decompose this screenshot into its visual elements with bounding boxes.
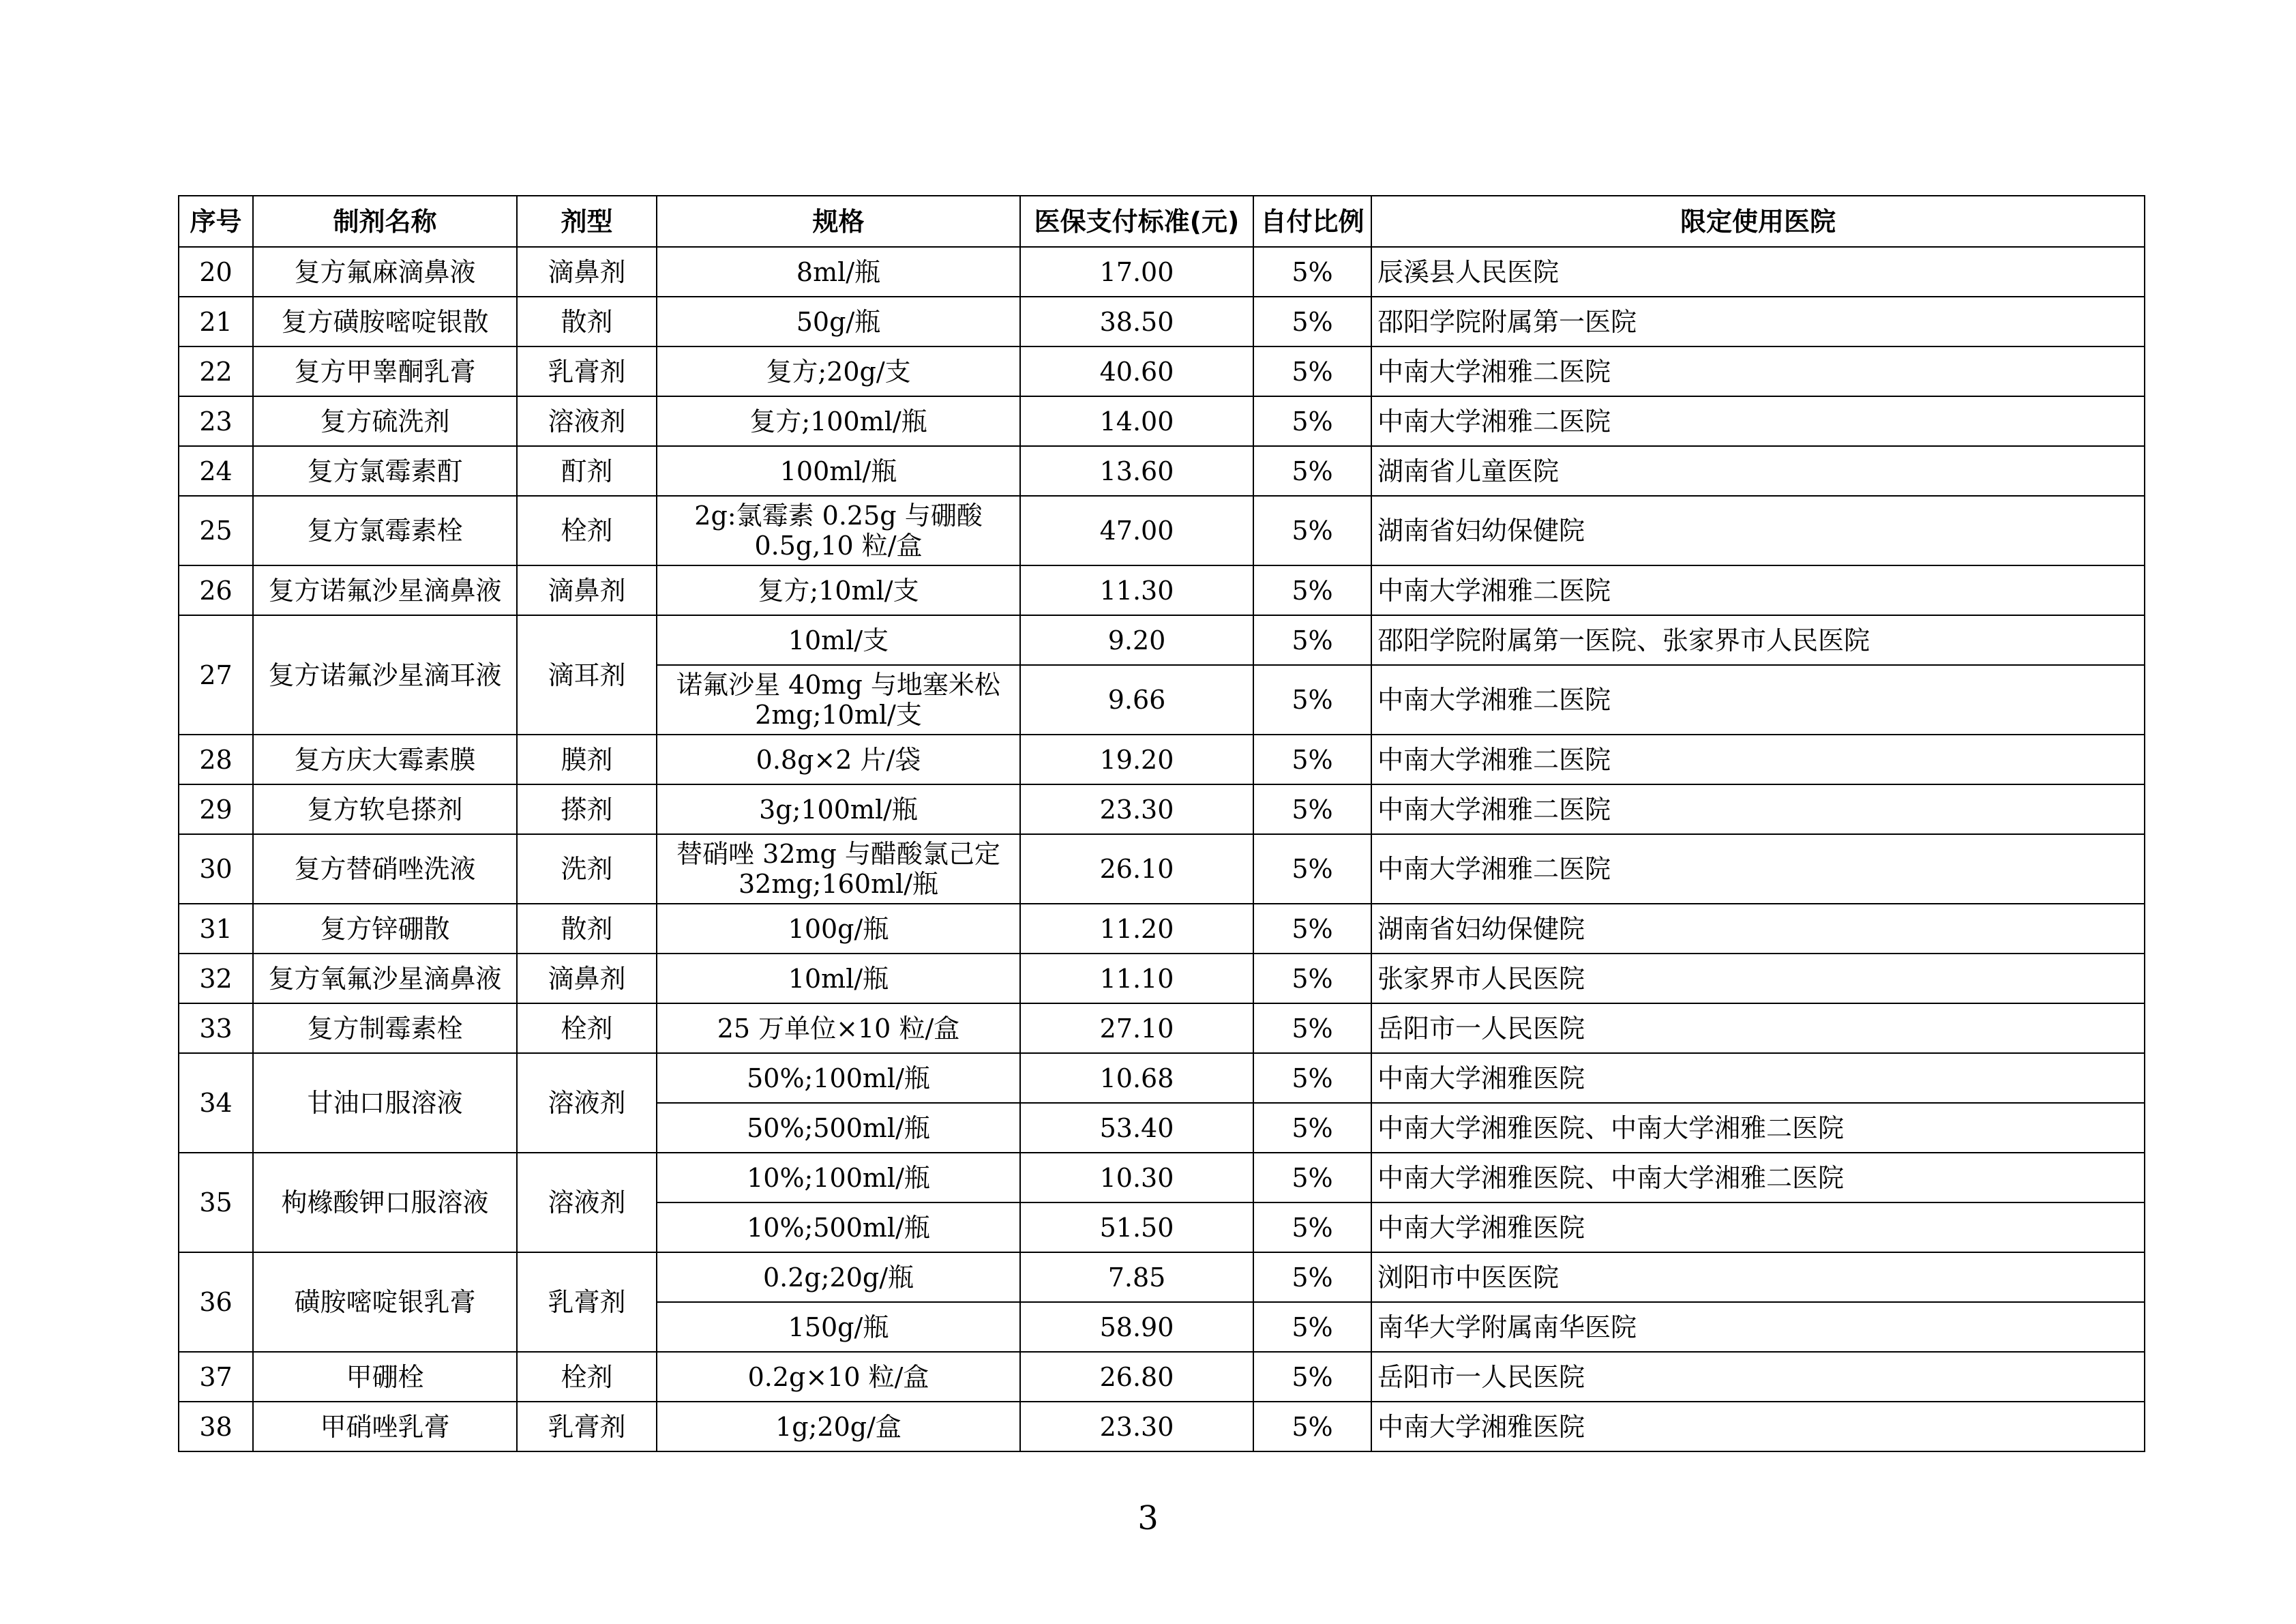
spec-line: 3g;100ml/瓶 <box>759 794 918 825</box>
table-row <box>179 1153 2145 1202</box>
table-row <box>179 735 2145 784</box>
ratio-cell: 5% <box>1253 834 1371 904</box>
table-row <box>179 1003 2145 1053</box>
spec-cell <box>657 1252 1020 1302</box>
spec-cell <box>657 904 1020 954</box>
ratio-cell: 5% <box>1253 446 1371 496</box>
hospital-cell: 湖南省妇幼保健院 <box>1371 904 2145 954</box>
price-cell: 11.30 <box>1020 565 1253 615</box>
ratio-cell: 5% <box>1253 1003 1371 1053</box>
row-number-cell: 28 <box>179 735 253 784</box>
spec-cell <box>657 1103 1020 1153</box>
spec-line: 0.2g;20g/瓶 <box>762 1262 914 1293</box>
table-row <box>179 496 2145 565</box>
spec-line: 50%;500ml/瓶 <box>747 1112 930 1143</box>
price-cell: 11.20 <box>1020 904 1253 954</box>
drug-name-cell: 复方诺氟沙星滴鼻液 <box>253 565 517 615</box>
header-no: 序号 <box>179 196 253 247</box>
ratio-cell: 5% <box>1253 1202 1371 1252</box>
hospital-cell: 岳阳市一人民医院 <box>1371 1352 2145 1402</box>
table-body <box>179 247 2145 1451</box>
price-cell: 19.20 <box>1020 735 1253 784</box>
spec-cell <box>657 1003 1020 1053</box>
table-row <box>179 1352 2145 1402</box>
price-cell: 13.60 <box>1020 446 1253 496</box>
ratio-cell: 5% <box>1253 735 1371 784</box>
price-cell: 51.50 <box>1020 1202 1253 1252</box>
price-cell: 58.90 <box>1020 1302 1253 1352</box>
dosage-form-cell: 栓剂 <box>517 1003 657 1053</box>
spec-cell <box>657 1202 1020 1252</box>
price-cell: 26.10 <box>1020 834 1253 904</box>
table-row <box>179 834 2145 904</box>
ratio-cell: 5% <box>1253 615 1371 665</box>
price-cell: 7.85 <box>1020 1252 1253 1302</box>
price-cell: 23.30 <box>1020 1402 1253 1451</box>
spec-cell <box>657 565 1020 615</box>
spec-cell <box>657 396 1020 446</box>
table-row <box>179 247 2145 297</box>
row-number-cell: 29 <box>179 784 253 834</box>
drug-name-cell: 复方庆大霉素膜 <box>253 735 517 784</box>
drug-name-cell: 磺胺嘧啶银乳膏 <box>253 1252 517 1352</box>
hospital-cell: 中南大学湘雅二医院 <box>1371 784 2145 834</box>
row-number-cell: 33 <box>179 1003 253 1053</box>
price-cell: 38.50 <box>1020 297 1253 346</box>
hospital-cell: 中南大学湘雅医院、中南大学湘雅二医院 <box>1371 1103 2145 1153</box>
dosage-form-cell: 酊剂 <box>517 446 657 496</box>
price-cell: 11.10 <box>1020 954 1253 1003</box>
price-cell: 53.40 <box>1020 1103 1253 1153</box>
row-number-cell: 22 <box>179 346 253 396</box>
dosage-form-cell: 乳膏剂 <box>517 346 657 396</box>
price-cell: 10.30 <box>1020 1153 1253 1202</box>
hospital-cell: 张家界市人民医院 <box>1371 954 2145 1003</box>
row-number-cell: 36 <box>179 1252 253 1352</box>
header-price: 医保支付标准(元) <box>1020 196 1253 247</box>
dosage-form-cell: 滴耳剂 <box>517 615 657 735</box>
spec-line: 复方;20g/支 <box>766 356 911 387</box>
price-cell: 10.68 <box>1020 1053 1253 1103</box>
row-number-cell: 38 <box>179 1402 253 1451</box>
dosage-form-cell: 滴鼻剂 <box>517 565 657 615</box>
price-cell: 9.66 <box>1020 665 1253 735</box>
spec-cell <box>657 1153 1020 1202</box>
hospital-cell: 浏阳市中医医院 <box>1371 1252 2145 1302</box>
spec-cell <box>657 1352 1020 1402</box>
ratio-cell: 5% <box>1253 297 1371 346</box>
hospital-cell: 中南大学湘雅医院 <box>1371 1053 2145 1103</box>
ratio-cell: 5% <box>1253 1402 1371 1451</box>
spec-line: 2g:氯霉素 0.25g 与硼酸 <box>694 501 983 531</box>
hospital-cell: 南华大学附属南华医院 <box>1371 1302 2145 1352</box>
drug-name-cell: 复方氧氟沙星滴鼻液 <box>253 954 517 1003</box>
table-row <box>179 954 2145 1003</box>
drug-name-cell: 复方磺胺嘧啶银散 <box>253 297 517 346</box>
spec-line: 100ml/瓶 <box>779 456 897 486</box>
ratio-cell: 5% <box>1253 247 1371 297</box>
spec-cell <box>657 834 1020 904</box>
dosage-form-cell: 乳膏剂 <box>517 1252 657 1352</box>
drug-name-cell: 枸橼酸钾口服溶液 <box>253 1153 517 1252</box>
spec-cell <box>657 735 1020 784</box>
spec-line: 50%;100ml/瓶 <box>747 1063 930 1093</box>
page-number: 3 <box>1137 1499 1159 1537</box>
price-cell: 27.10 <box>1020 1003 1253 1053</box>
table-row <box>179 565 2145 615</box>
hospital-cell: 邵阳学院附属第一医院 <box>1371 297 2145 346</box>
hospital-cell: 中南大学湘雅二医院 <box>1371 834 2145 904</box>
drug-name-cell: 复方氯霉素栓 <box>253 496 517 565</box>
row-number-cell: 24 <box>179 446 253 496</box>
ratio-cell: 5% <box>1253 496 1371 565</box>
spec-cell <box>657 446 1020 496</box>
dosage-form-cell: 搽剂 <box>517 784 657 834</box>
ratio-cell: 5% <box>1253 904 1371 954</box>
row-number-cell: 26 <box>179 565 253 615</box>
drug-name-cell: 甘油口服溶液 <box>253 1053 517 1153</box>
spec-line: 替硝唑 32mg 与醋酸氯己定 <box>676 839 1000 869</box>
spec-line: 100g/瓶 <box>788 913 889 944</box>
spec-line: 32mg;160ml/瓶 <box>738 869 939 899</box>
table-row <box>179 1053 2145 1103</box>
spec-cell <box>657 1302 1020 1352</box>
row-number-cell: 35 <box>179 1153 253 1252</box>
dosage-form-cell: 滴鼻剂 <box>517 247 657 297</box>
header-name: 制剂名称 <box>253 196 517 247</box>
row-number-cell: 25 <box>179 496 253 565</box>
header-hospital: 限定使用医院 <box>1371 196 2145 247</box>
hospital-cell: 中南大学湘雅二医院 <box>1371 396 2145 446</box>
drug-name-cell: 复方氟麻滴鼻液 <box>253 247 517 297</box>
dosage-form-cell: 洗剂 <box>517 834 657 904</box>
spec-line: 1g;20g/盒 <box>775 1411 901 1442</box>
spec-cell <box>657 615 1020 665</box>
spec-line: 10%;100ml/瓶 <box>747 1162 930 1193</box>
ratio-cell: 5% <box>1253 1153 1371 1202</box>
row-number-cell: 20 <box>179 247 253 297</box>
hospital-cell: 邵阳学院附属第一医院、张家界市人民医院 <box>1371 615 2145 665</box>
table-row <box>179 1252 2145 1302</box>
dosage-form-cell: 散剂 <box>517 904 657 954</box>
table-row <box>179 1402 2145 1451</box>
drug-name-cell: 甲硝唑乳膏 <box>253 1402 517 1451</box>
ratio-cell: 5% <box>1253 954 1371 1003</box>
spec-line: 8ml/瓶 <box>796 256 881 287</box>
hospital-cell: 中南大学湘雅二医院 <box>1371 665 2145 735</box>
price-cell: 17.00 <box>1020 247 1253 297</box>
hospital-cell: 湖南省儿童医院 <box>1371 446 2145 496</box>
ratio-cell: 5% <box>1253 1103 1371 1153</box>
price-cell: 26.80 <box>1020 1352 1253 1402</box>
header-form: 剂型 <box>517 196 657 247</box>
table-row <box>179 615 2145 665</box>
drug-name-cell: 复方锌硼散 <box>253 904 517 954</box>
price-cell: 23.30 <box>1020 784 1253 834</box>
ratio-cell: 5% <box>1253 565 1371 615</box>
row-number-cell: 23 <box>179 396 253 446</box>
row-number-cell: 21 <box>179 297 253 346</box>
hospital-cell: 中南大学湘雅医院、中南大学湘雅二医院 <box>1371 1153 2145 1202</box>
dosage-form-cell: 滴鼻剂 <box>517 954 657 1003</box>
ratio-cell: 5% <box>1253 346 1371 396</box>
hospital-cell: 中南大学湘雅二医院 <box>1371 735 2145 784</box>
spec-cell <box>657 1053 1020 1103</box>
price-cell: 9.20 <box>1020 615 1253 665</box>
spec-cell <box>657 496 1020 565</box>
table-row <box>179 396 2145 446</box>
table-row <box>179 346 2145 396</box>
hospital-cell: 中南大学湘雅医院 <box>1371 1202 2145 1252</box>
ratio-cell: 5% <box>1253 1302 1371 1352</box>
dosage-form-cell: 溶液剂 <box>517 1053 657 1153</box>
drug-name-cell: 复方氯霉素酊 <box>253 446 517 496</box>
spec-line: 复方;100ml/瓶 <box>749 406 927 437</box>
dosage-form-cell: 膜剂 <box>517 735 657 784</box>
ratio-cell: 5% <box>1253 1252 1371 1302</box>
spec-cell <box>657 297 1020 346</box>
ratio-cell: 5% <box>1253 396 1371 446</box>
price-cell: 47.00 <box>1020 496 1253 565</box>
hospital-cell: 中南大学湘雅二医院 <box>1371 346 2145 396</box>
spec-line: 0.2g×10 粒/盒 <box>747 1361 929 1392</box>
ratio-cell: 5% <box>1253 1053 1371 1103</box>
drug-name-cell: 复方硫洗剂 <box>253 396 517 446</box>
dosage-form-cell: 乳膏剂 <box>517 1402 657 1451</box>
spec-cell <box>657 247 1020 297</box>
row-number-cell: 34 <box>179 1053 253 1153</box>
hospital-cell: 辰溪县人民医院 <box>1371 247 2145 297</box>
dosage-form-cell: 溶液剂 <box>517 396 657 446</box>
drug-name-cell: 复方制霉素栓 <box>253 1003 517 1053</box>
spec-line: 25 万单位×10 粒/盒 <box>717 1013 960 1044</box>
spec-cell <box>657 784 1020 834</box>
drug-table <box>178 195 2145 1452</box>
drug-name-cell: 复方软皂搽剂 <box>253 784 517 834</box>
spec-cell <box>657 1402 1020 1451</box>
header-ratio: 自付比例 <box>1253 196 1371 247</box>
dosage-form-cell: 栓剂 <box>517 1352 657 1402</box>
spec-line: 50g/瓶 <box>796 306 881 337</box>
hospital-cell: 中南大学湘雅二医院 <box>1371 565 2145 615</box>
spec-cell <box>657 346 1020 396</box>
drug-name-cell: 甲硼栓 <box>253 1352 517 1402</box>
spec-line: 150g/瓶 <box>788 1312 889 1342</box>
row-number-cell: 37 <box>179 1352 253 1402</box>
row-number-cell: 32 <box>179 954 253 1003</box>
spec-line: 10%;500ml/瓶 <box>747 1212 930 1243</box>
spec-line: 10ml/支 <box>788 625 889 655</box>
hospital-cell: 岳阳市一人民医院 <box>1371 1003 2145 1053</box>
hospital-cell: 湖南省妇幼保健院 <box>1371 496 2145 565</box>
table-row <box>179 784 2145 834</box>
drug-name-cell: 复方甲睾酮乳膏 <box>253 346 517 396</box>
spec-line: 0.8g×2 片/袋 <box>756 744 921 775</box>
ratio-cell: 5% <box>1253 1352 1371 1402</box>
dosage-form-cell: 栓剂 <box>517 496 657 565</box>
row-number-cell: 30 <box>179 834 253 904</box>
spec-line: 0.5g,10 粒/盒 <box>754 531 923 561</box>
dosage-form-cell: 散剂 <box>517 297 657 346</box>
table-row <box>179 904 2145 954</box>
spec-cell <box>657 954 1020 1003</box>
price-cell: 40.60 <box>1020 346 1253 396</box>
dosage-form-cell: 溶液剂 <box>517 1153 657 1252</box>
spec-line: 10ml/瓶 <box>788 963 889 994</box>
spec-line: 复方;10ml/支 <box>758 575 919 606</box>
table-row <box>179 446 2145 496</box>
spec-line: 2mg;10ml/支 <box>755 700 922 730</box>
row-number-cell: 27 <box>179 615 253 735</box>
ratio-cell: 5% <box>1253 665 1371 735</box>
table-row <box>179 297 2145 346</box>
spec-line: 诺氟沙星 40mg 与地塞米松 <box>676 670 1000 700</box>
price-cell: 14.00 <box>1020 396 1253 446</box>
row-number-cell: 31 <box>179 904 253 954</box>
hospital-cell: 中南大学湘雅医院 <box>1371 1402 2145 1451</box>
header-spec: 规格 <box>657 196 1020 247</box>
table-header-row <box>179 196 2145 247</box>
ratio-cell: 5% <box>1253 784 1371 834</box>
spec-cell <box>657 665 1020 735</box>
drug-name-cell: 复方替硝唑洗液 <box>253 834 517 904</box>
drug-name-cell: 复方诺氟沙星滴耳液 <box>253 615 517 735</box>
